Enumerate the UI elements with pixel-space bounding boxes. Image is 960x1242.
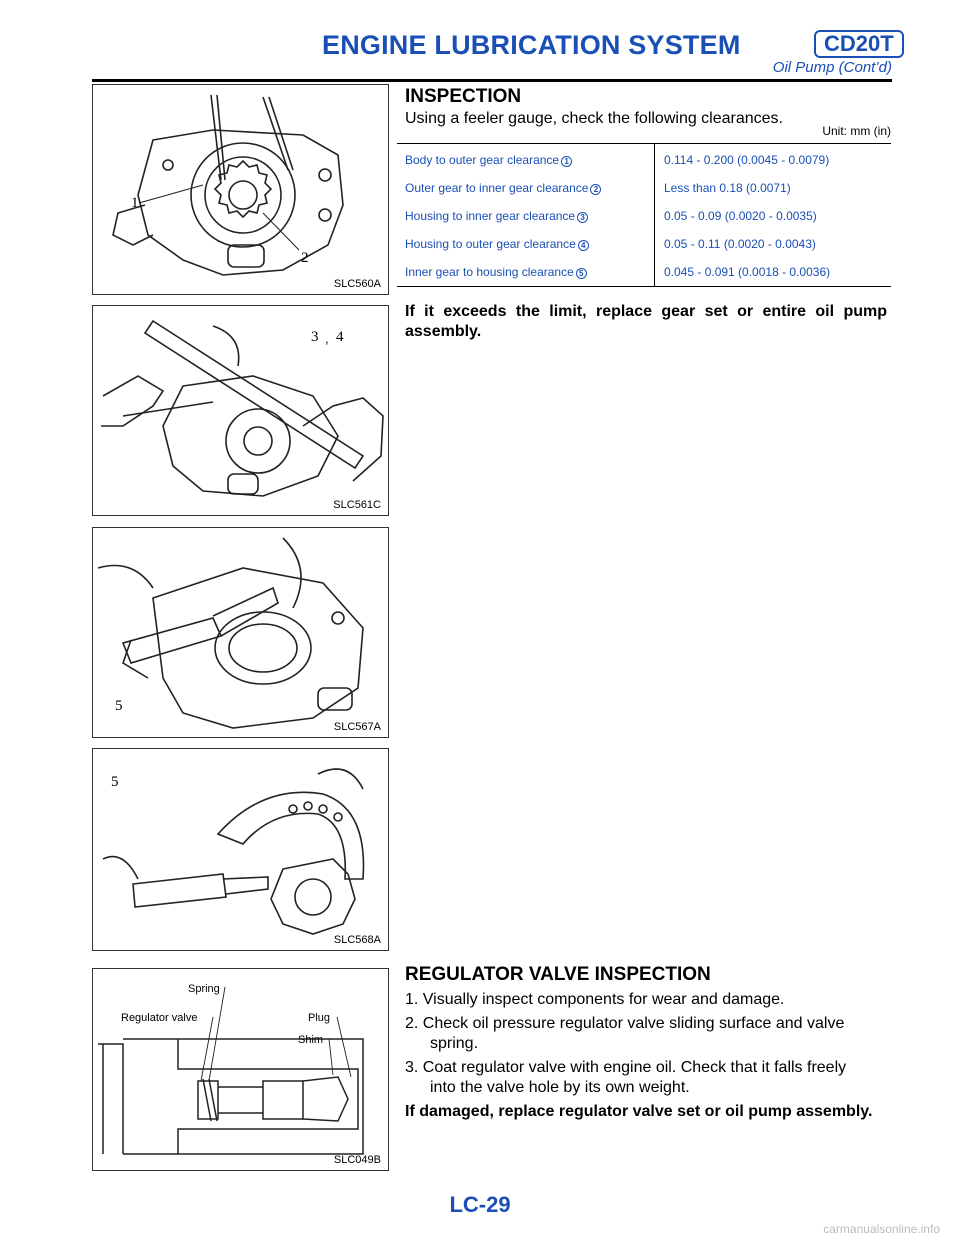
header-rule <box>92 79 892 82</box>
callout-number: 1 <box>561 156 572 167</box>
inspection-intro: Using a feeler gauge, check the following clearances. <box>405 110 783 127</box>
clearance-label: Inner gear to housing clearance 5 <box>405 265 587 279</box>
figure-code: SLC049B <box>333 1154 381 1166</box>
clearance-label: Outer gear to inner gear clearance 2 <box>405 181 601 195</box>
micrometer-gear-illustration <box>93 749 389 951</box>
unit-label: Unit: mm (in) <box>822 124 891 138</box>
table-row <box>397 144 891 172</box>
feeler-gauge-straightedge-illustration <box>93 306 389 516</box>
regulator-valve-cross-section <box>93 969 389 1171</box>
step-2: 2. Check oil pressure regulator valve sliding surface and valve spring. <box>405 1015 845 1052</box>
step-1: 1. Visually inspect components for wear and damage. <box>405 991 785 1008</box>
callout-5: 5 <box>111 774 119 790</box>
figure-slc568a <box>92 748 389 951</box>
figure-slc049b <box>92 968 389 1171</box>
clearance-value: 0.114 - 0.200 (0.0045 - 0.0079) <box>664 153 830 167</box>
clearance-label: Housing to inner gear clearance 3 <box>405 209 588 223</box>
clearance-value: 0.05 - 0.11 (0.0020 - 0.0043) <box>664 237 816 251</box>
callout-number: 4 <box>578 240 589 251</box>
figure-code: SLC568A <box>333 934 381 946</box>
clearance-label: Housing to outer gear clearance 4 <box>405 237 589 251</box>
micrometer-housing-illustration <box>93 528 389 738</box>
callout-1: 1 <box>131 195 139 211</box>
inspection-heading: INSPECTION <box>405 86 522 107</box>
regulator-heading: REGULATOR VALVE INSPECTION <box>405 964 711 985</box>
section-title: ENGINE LUBRICATION SYSTEM <box>322 30 741 60</box>
label-shim: Shim <box>298 1034 324 1046</box>
label-regulator-valve: Regulator valve <box>121 1012 198 1024</box>
clearance-value: Less than 0.18 (0.0071) <box>664 181 791 195</box>
callout-number: 5 <box>576 268 587 279</box>
callout-3: 3 <box>311 329 319 345</box>
label-plug: Plug <box>308 1012 331 1024</box>
callout-4: 4 <box>336 329 344 345</box>
figure-code: SLC561C <box>333 499 381 511</box>
table-row <box>397 228 891 256</box>
figure-code: SLC560A <box>333 278 381 290</box>
clearance-label: Body to outer gear clearance 1 <box>405 153 572 167</box>
oil-pump-gear-illustration <box>93 85 389 295</box>
engine-code-badge: CD20T <box>814 30 904 58</box>
regulator-note: If damaged, replace regulator valve set or oil pump assembly. <box>405 1103 873 1120</box>
callout-2: 2 <box>301 250 309 266</box>
callout-separator: , <box>325 331 329 346</box>
step-3: 3. Coat regulator valve with engine oil. Check that it falls freely into the valve hole by its own weight. <box>405 1059 847 1096</box>
figure-slc560a <box>92 84 389 295</box>
callout-number: 3 <box>577 212 588 223</box>
label-spring: Spring <box>188 983 220 995</box>
section-subtitle: Oil Pump (Cont’d) <box>772 59 892 76</box>
table-row <box>397 172 891 200</box>
figure-slc561c <box>92 305 389 516</box>
clearance-value: 0.045 - 0.091 (0.0018 - 0.0036) <box>664 265 831 279</box>
callout-number: 2 <box>590 184 601 195</box>
figure-code: SLC567A <box>333 721 381 733</box>
clearance-value: 0.05 - 0.09 (0.0020 - 0.0035) <box>664 209 817 223</box>
table-row <box>397 200 891 228</box>
clearance-table <box>397 143 891 287</box>
table-row <box>397 256 891 286</box>
callout-5: 5 <box>115 698 123 714</box>
inspection-note: If it exceeds the limit, replace gear set or entire oil pump assembly. <box>405 303 887 340</box>
figure-slc567a <box>92 527 389 738</box>
watermark: carmanualsonline.info <box>823 1222 940 1236</box>
page-number: LC-29 <box>449 1192 511 1217</box>
